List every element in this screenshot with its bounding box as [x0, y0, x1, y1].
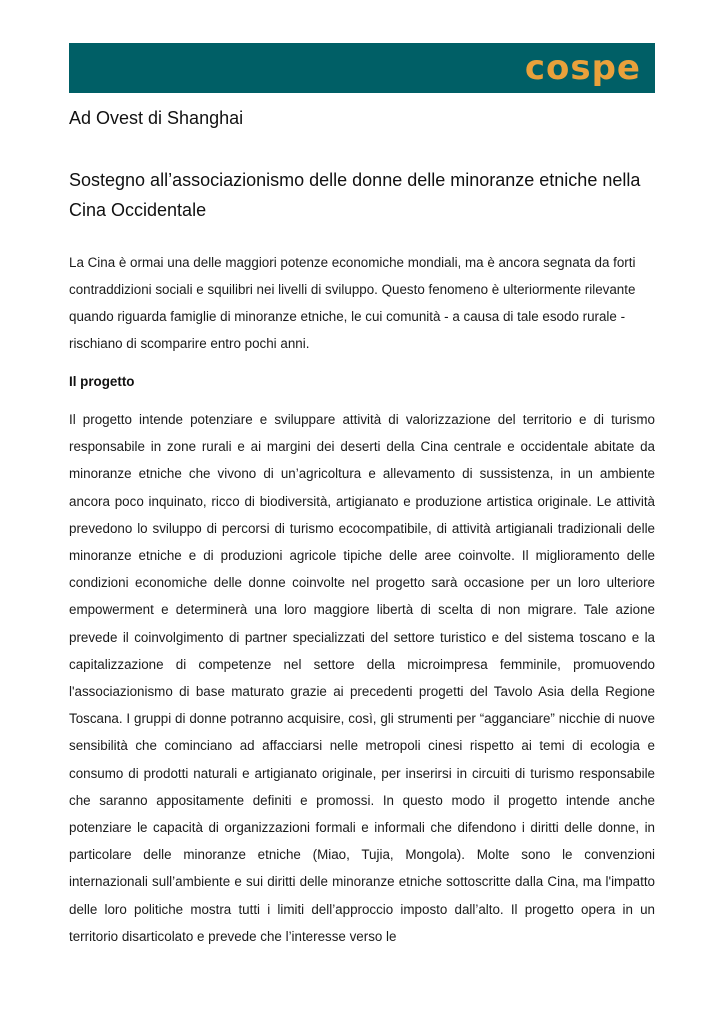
- document-content: [69, 105, 655, 950]
- section-body-paragraph: Il progetto intende potenziare e sviluppare attività di valorizzazione del territorio e di turismo responsabile in zone rurali e ai margini dei deserti della Cina centrale e occidentale abitate da minoranze etniche che vivono di un’agricoltura e allevamento di sussistenza, in un ambiente ancora poco inquinato, ricco di biodiversità, artigianato e produzione artistica originale. Le attività prevedono lo sviluppo di percorsi di turismo ecocompatibile, di attività artigianali tradizionali delle minoranze etniche e di produzioni agricole tipiche delle aree coinvolte. Il miglioramento delle condizioni economiche delle donne coinvolte nel progetto sarà occasione per un loro ulteriore empowerment e determinerà una loro maggiore libertà di scelta di non migrare. Tale azione prevede il coinvolgimento di partner specializzati del settore turistico e del sistema toscano e la capitalizzazione di competenze nel settore della microimpresa femminile, promuovendo l'associazionismo di base maturato grazie ai precedenti progetti del Tavolo Asia della Regione Toscana. I gruppi di donne potranno acquisire, così, gli strumenti per “agganciare” nicchie di nuove sensibilità che cominciano ad affacciarsi nelle metropoli cinesi rispetto ai temi di ecologia e consumo di prodotti naturali e artigianato originale, per inserirsi in circuiti di turismo responsabile che saranno appositamente definiti e promossi. In questo modo il progetto intende anche potenziare le capacità di organizzazioni formali e informali che difendono i diritti delle donne, in particolare delle minoranze etniche (Miao, Tujia, Mongola). Molte sono le convenzioni internazionali sull’ambiente e sui diritti delle minoranze etniche sottoscritte dalla Cina, ma l'impatto delle loro politiche mostra tutti i limiti dell’approccio imposto dall’alto. Il progetto opera in un territorio disarticolato e prevede che l’interesse verso le: [69, 412, 655, 944]
- section-heading: Il progetto: [69, 374, 135, 389]
- page-title: Ad Ovest di Shanghai: [69, 108, 244, 128]
- cospe-logo: cospe: [524, 48, 641, 88]
- page-subtitle: Sostegno all’associazionismo delle donne delle minoranze etniche nella Cina Occidentale: [69, 170, 641, 220]
- intro-paragraph: La Cina è ormai una delle maggiori potenze economiche mondiali, ma è ancora segnata da forti contraddizioni sociali e squilibri nei livelli di sviluppo. Questo fenomeno è ulteriormente rilevante quando riguarda famiglie di minoranze etniche, le cui comunità - a causa di tale esodo rurale - rischiano di scomparire entro pochi anni.: [69, 255, 636, 351]
- header-band: [69, 43, 655, 93]
